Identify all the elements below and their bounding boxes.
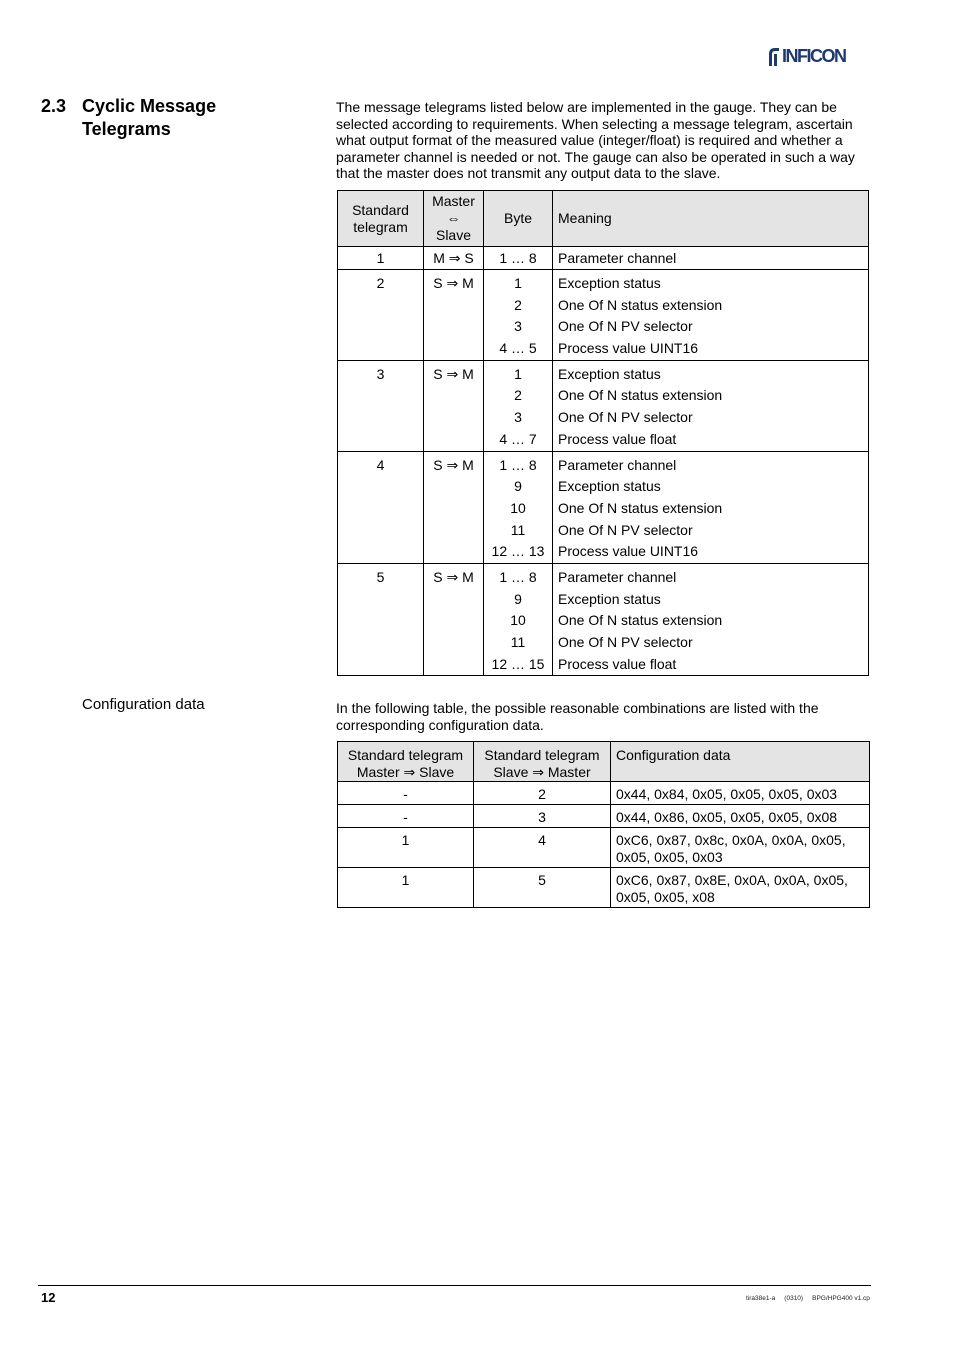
document-reference: tira38e1-a (0310) BPG/HPG400 v1.cp [746,1295,870,1302]
table-row [338,563,869,675]
slave-master-cell: 5 [474,868,611,908]
byte-cell: 1 … 8 9 10 11 12 … 15 [484,563,553,675]
table-row [338,828,870,868]
slave-master-cell: 4 [474,828,611,868]
config-data-cell: 0xC6, 0x87, 0x8E, 0x0A, 0x0A, 0x05, 0x05, 0x05, x08 [611,868,870,908]
config-data-cell: 0x44, 0x86, 0x05, 0x05, 0x05, 0x08 [611,805,870,828]
config-data-cell: 0x44, 0x84, 0x05, 0x05, 0x05, 0x03 [611,782,870,805]
config-data-cell: 0xC6, 0x87, 0x8c, 0x0A, 0x0A, 0x05, 0x05, 0x05, 0x03 [611,828,870,868]
byte-cell: 1 2 3 4 … 7 [484,360,553,451]
config-table [337,741,870,908]
meaning-cell: Parameter channel [553,247,869,270]
table-row [338,868,870,908]
table-row [338,782,870,805]
master-slave-cell: 1 [338,868,474,908]
direction-cell: S ⇒ M [424,270,484,361]
table-row [338,247,869,270]
config-label: Configuration data [82,696,205,713]
meaning-cell: Parameter channel Exception status One Of N status extension One Of N PV selector Process value float [553,563,869,675]
byte-cell: 1 … 8 [484,247,553,270]
meaning-cell: Exception status One Of N status extension One Of N PV selector Process value UINT16 [553,270,869,361]
direction-cell: S ⇒ M [424,451,484,563]
direction-cell: S ⇒ M [424,360,484,451]
page-number: 12 [41,1290,56,1305]
header-direction: Master ⇔ Slave [424,191,484,247]
master-slave-cell: - [338,805,474,828]
master-slave-cell: 1 [338,828,474,868]
inficon-logo [767,44,871,68]
section-title: Cyclic Message Telegrams [82,96,217,139]
header-slave-master: Standard telegram Slave ⇒ Master [474,742,611,782]
telegram-number-cell: 4 [338,451,424,563]
header-byte: Byte [484,191,553,247]
direction-cell: M ⇒ S [424,247,484,270]
direction-cell: S ⇒ M [424,563,484,675]
slave-master-cell: 3 [474,805,611,828]
header-config-data: Configuration data [611,742,870,782]
inficon-logo-icon [767,46,781,68]
byte-cell: 1 … 8 9 10 11 12 … 13 [484,451,553,563]
byte-cell: 1 2 3 4 … 5 [484,270,553,361]
table-row [338,270,869,361]
telegram-number-cell: 3 [338,360,424,451]
telegram-number-cell: 2 [338,270,424,361]
meaning-cell: Exception status One Of N status extension One Of N PV selector Process value float [553,360,869,451]
telegram-number-cell: 1 [338,247,424,270]
table-header-row [338,191,869,247]
meaning-cell: Parameter channel Exception status One Of N status extension One Of N PV selector Process value UINT16 [553,451,869,563]
slave-master-cell: 2 [474,782,611,805]
logo-text: INFICON [782,46,846,66]
table-row [338,360,869,451]
master-slave-cell: - [338,782,474,805]
footer-divider [38,1285,871,1286]
table-header-row [338,742,870,782]
telegram-number-cell: 5 [338,563,424,675]
section-number: 2.3 [41,96,67,116]
header-standard-telegram: Standard telegram [338,191,424,247]
telegram-table [337,190,869,676]
intro-paragraph: The message telegrams listed below are implemented in the gauge. They can be selected according to requirements. When selecting a message telegram, ascertain what output format of the measured value (integer/float) is required and whether a parameter channel is needed or not. The gauge can also be operated in such a way that the master does not transmit any output data to the slave. [336,99,855,181]
header-meaning: Meaning [553,191,869,247]
config-intro: In the following table, the possible reasonable combinations are listed with the corresponding configuration data. [336,700,819,733]
table-row [338,451,869,563]
header-master-slave: Standard telegram Master ⇒ Slave [338,742,474,782]
table-row [338,805,870,828]
